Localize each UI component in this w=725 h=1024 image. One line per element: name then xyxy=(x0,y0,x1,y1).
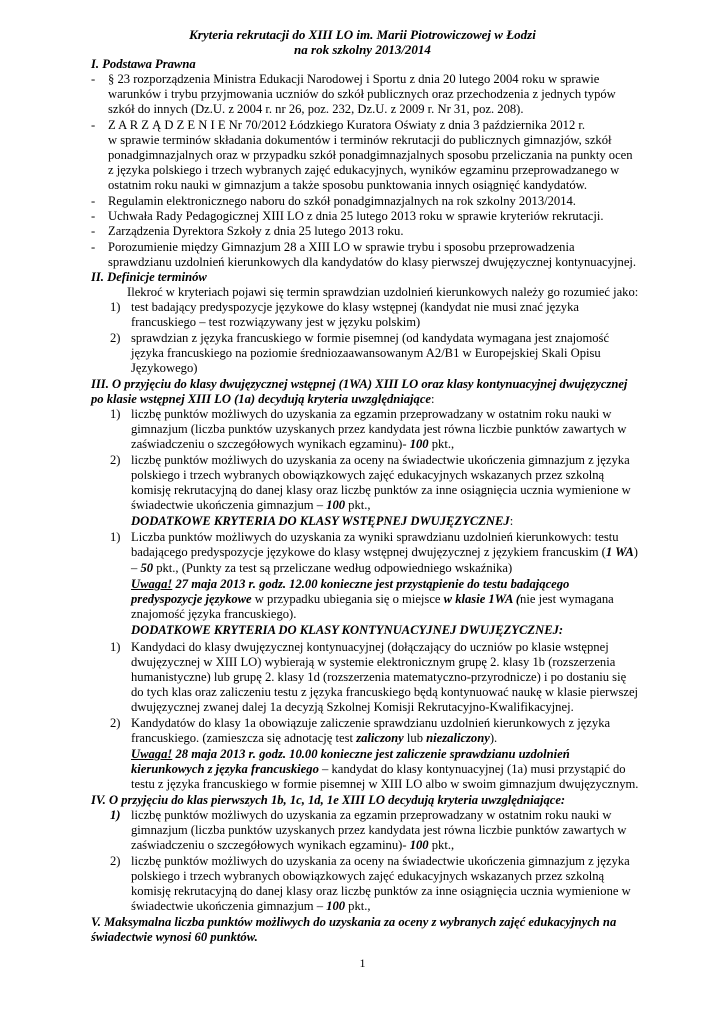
text-line: dwujęzycznej zwanej dalej 1a decyzją Szkolnej Komisji Rekrutacyjno-Kwalifikacyjnej. xyxy=(131,700,574,714)
text-span: w przypadku ubiegania się o miejsce xyxy=(251,592,444,606)
text-line: ponadgimnazjalnych oraz w przypadku szkół ponadgimnazjalnych sposobu przeliczania na punkty ocen xyxy=(108,148,633,162)
document-subtitle: na rok szkolny 2013/2014 xyxy=(294,42,431,57)
text-line: Porozumienie między Gimnazjum 28 a XIII LO w sprawie trybu i sposobu przeprowadzenia xyxy=(108,240,575,254)
text-line: Z A R Z Ą D Z E N I E Nr 70/2012 Łódzkiego Kuratora Oświaty z dnia 3 października 2012 r. xyxy=(108,118,586,132)
list-marker: 2) xyxy=(110,453,121,467)
text-line: z języka polskiego i trzech wybranych zajęć edukacyjnych, wyników egzaminu przeprowadzanego w xyxy=(108,163,620,177)
text-span: ) xyxy=(633,545,638,559)
text-line: Uchwała Rady Pedagogicznej XIII LO z dnia 25 lutego 2013 roku w sprawie kryteriów rekrutacji. xyxy=(108,209,604,223)
text-line: ostatnim roku nauki w gimnazjum a także sposobu punktowania innych osiągnięć kandydatów. xyxy=(108,178,588,192)
text-span: pkt., xyxy=(345,899,371,913)
bullet-marker: - xyxy=(91,72,96,86)
text-line: § 23 rozporządzenia Ministra Edukacji Narodowej i Sportu z dnia 20 lutego 2004 roku w sprawie xyxy=(108,72,600,86)
subsection-heading-wstepna xyxy=(131,514,513,529)
text-line xyxy=(131,561,512,576)
list-marker: 2) xyxy=(110,854,121,868)
text-line: liczbę punktów możliwych do uzyskania za oceny na świadectwie ukończenia gimnazjum z języka xyxy=(131,854,630,868)
bullet-marker: - xyxy=(91,194,96,208)
list-marker: 1) xyxy=(110,640,121,654)
text-line: test badający predyspozycje językowe do klasy wstępnej (kandydat nie musi znać języka xyxy=(131,300,579,314)
text-span: pkt., xyxy=(428,838,455,852)
bullet-marker: - xyxy=(91,224,96,238)
text-line: sprawdzian z języka francuskiego w formie pisemnej (od kandydata wymagana jest znajomość xyxy=(131,331,610,345)
section-4-heading: IV. O przyjęciu do klas pierwszych 1b, 1c, 1d, 1e XIII LO decydują kryteria uwzględniające: xyxy=(91,793,566,807)
text-span: zaświadczeniu o szczegółowych wynikach egzaminu)- xyxy=(131,437,410,451)
text-line: Ilekroć w kryteriach pojawi się termin sprawdzian uzdolnień kierunkowych należy go rozumieć jako: xyxy=(127,285,639,299)
text-span: pkt., (Punkty za test są przeliczane według odpowiedniego wskaźnika) xyxy=(153,561,513,575)
text-span: niezaliczony xyxy=(426,731,490,745)
note-label: Uwaga! xyxy=(131,577,173,591)
text-span: w klasie 1WA ( xyxy=(443,592,521,606)
text-line xyxy=(131,731,497,746)
bullet-marker: - xyxy=(91,209,96,223)
points-value: 100 xyxy=(409,437,429,451)
text-line: szkół do innych (Dz.U. z 2004 r. nr 26, poz. 232, Dz.U. z 2009 r. Nr 31, poz. 208). xyxy=(108,102,524,116)
text-line xyxy=(131,838,454,853)
list-marker: 1) xyxy=(110,530,121,544)
text-line: Kandydatów do klasy 1a obowiązuje zaliczenie sprawdzianu uzdolnień kierunkowych z języka xyxy=(131,716,611,730)
class-code: 1 WA xyxy=(605,545,634,559)
text-span: badającego predyspozycje językowe do klasy wstępnej dwujęzycznej z językiem francuskim ( xyxy=(131,545,606,559)
note-line xyxy=(131,577,569,592)
note-line xyxy=(131,762,626,777)
text-line: znajomość języka francuskiego). xyxy=(131,607,297,621)
text-line: komisję rekrutacyjną do danej klasy oraz liczbę punktów za inne osiągnięcia ucznia wymienione w xyxy=(131,483,631,497)
text-line: Regulamin elektronicznego naboru do szkół ponadgimnazjalnych na rok szkolny 2013/2014. xyxy=(108,194,576,208)
text-line: Kandydaci do klasy dwujęzycznej kontynuacyjnej (dołączający do uczniów po klasie wstępnej xyxy=(131,640,609,654)
text-line: Zarządzenia Dyrektora Szkoły z dnia 25 lutego 2013 roku. xyxy=(108,224,404,238)
text-span: – kandydat do klasy kontynuacyjnej (1a) musi przystąpić do xyxy=(318,762,626,776)
text-line xyxy=(131,545,638,560)
text-span: pkt., xyxy=(428,437,455,451)
text-span: zaświadczeniu o szczegółowych wynikach egzaminu)- xyxy=(131,838,410,852)
text-span: 28 maja 2013 r. godz. 10.00 konieczne jest zaliczenie sprawdzianu uzdolnień xyxy=(172,747,570,761)
subsection-heading-kontynuacyjna: DODATKOWE KRYTERIA DO KLASY KONTYNUACYJNEJ DWUJĘZYCZNEJ: xyxy=(131,623,564,637)
list-marker: 1) xyxy=(110,808,121,822)
points-value: 100 xyxy=(326,498,346,512)
text-line: gimnazjum (liczba punktów uzyskanych przez kandydata jest równa liczbie punktów zawartych w xyxy=(131,823,627,837)
text-span: 27 maja 2013 r. godz. 12.00 konieczne jest przystąpienie do testu badającego xyxy=(172,577,570,591)
text-line: Liczba punktów możliwych do uzyskania za wyniki sprawdzianu uzdolnień kierunkowych: testu xyxy=(131,530,619,544)
text-line: dwujęzycznej w XIII LO) wybierają w systemie elektronicznym grupę 2. klasy 1b (rozszerzenia xyxy=(131,655,616,669)
text-span: nie jest wymagana xyxy=(520,592,614,606)
text-span: świadectwie ukończenia gimnazjum – xyxy=(131,899,327,913)
note-line xyxy=(131,592,614,607)
text-span: ). xyxy=(489,731,498,745)
text-line: warunków i trybu przyjmowania uczniów do szkół publicznych oraz przechodzenia z jednych typów xyxy=(108,87,616,101)
text-span: świadectwie ukończenia gimnazjum – xyxy=(131,498,327,512)
text-line: francuskiego – test rozwiązywany jest w języku polskim) xyxy=(131,315,421,329)
section-1-heading: I. Podstawa Prawna xyxy=(91,57,196,71)
text-line: polskiego i trzech wybranych obowiązkowych zajęć edukacyjnych wskazanych przez szkolną xyxy=(131,869,605,883)
bullet-marker: - xyxy=(91,118,96,132)
text-line: polskiego i trzech wybranych obowiązkowych zajęć edukacyjnych wskazanych przez szkolną xyxy=(131,468,605,482)
text-span: – xyxy=(131,561,141,575)
bullet-marker: - xyxy=(91,240,96,254)
points-value: 100 xyxy=(326,899,346,913)
points-value: 100 xyxy=(409,838,429,852)
text-line: sprawdzianu uzdolnień kierunkowych dla kandydatów do klasy pierwszej dwujęzycznej kontynuacyjnej. xyxy=(108,255,637,269)
points-value: 50 xyxy=(140,561,154,575)
text-line: liczbę punktów możliwych do uzyskania za egzamin przeprowadzany w ostatnim roku nauki w xyxy=(131,808,612,822)
note-line xyxy=(131,747,570,762)
text-line: w sprawie terminów składania dokumentów i terminów rekrutacji do publicznych gimnazjów, szkół xyxy=(108,133,612,147)
document-title: Kryteria rekrutacji do XIII LO im. Marii Piotrowiczowej w Łodzi xyxy=(189,27,536,42)
text-line: Językowego) xyxy=(131,361,198,375)
section-3-heading-cont xyxy=(91,392,435,407)
note-label: Uwaga! xyxy=(131,747,173,761)
section-3-heading: III. O przyjęciu do klasy dwujęzycznej wstępnej (1WA) XIII LO oraz klasy kontynuacyjnej dwujęzycznej xyxy=(91,377,628,391)
text-line: języka francuskiego na poziomie średniozaawansowanym A2/B1 w Europejskiej Skali Opisu xyxy=(131,346,601,360)
text-line: liczbę punktów możliwych do uzyskania za egzamin przeprowadzany w ostatnim roku nauki w xyxy=(131,407,612,421)
text-span: pkt., xyxy=(345,498,371,512)
heading-colon: : xyxy=(431,392,435,406)
list-marker: 2) xyxy=(110,331,121,345)
heading-colon: : xyxy=(509,514,514,528)
list-marker: 1) xyxy=(110,300,121,314)
section-5-heading: V. Maksymalna liczba punktów możliwych do uzyskania za oceny z wybranych zajęć edukacyjnych na xyxy=(91,915,617,929)
text-line: do tych klas oraz zaliczeniu testu z języka francuskiego będą kontynuować naukę w klasie pierwszej xyxy=(131,685,639,699)
list-marker: 1) xyxy=(110,407,121,421)
text-span: kierunkowych z języka francuskiego xyxy=(131,762,319,776)
text-span: lub xyxy=(403,731,427,745)
text-line: testu z języka francuskiego w formie pisemnej w XIII LO albo w swoim gimnazjum dwujęzycznym. xyxy=(131,777,639,791)
text-span: predyspozycje językowe xyxy=(131,592,252,606)
list-marker: 2) xyxy=(110,716,121,730)
text-line: gimnazjum (liczba punktów uzyskanych przez kandydata jest równa liczbie punktów zawartych w xyxy=(131,422,627,436)
text-line xyxy=(131,899,371,914)
text-line xyxy=(131,498,371,513)
section-2-heading: II. Definicje terminów xyxy=(91,270,207,284)
text-line: komisję rekrutacyjną do danej klasy oraz liczbę punktów za inne osiągnięcia ucznia wymienione w xyxy=(131,884,631,898)
text-line: liczbę punktów możliwych do uzyskania za oceny na świadectwie ukończenia gimnazjum z języka xyxy=(131,453,630,467)
heading-text: DODATKOWE KRYTERIA DO KLASY WSTĘPNEJ DWUJĘZYCZNEJ xyxy=(131,514,510,528)
text-line xyxy=(131,437,454,452)
text-line: humanistyczne) lub grupę 2. klasy 1d (rozszerzenia matematyczno-przyrodnicze) i po dostaniu się xyxy=(131,670,627,684)
section-5-heading-cont: świadectwie wynosi 60 punktów. xyxy=(91,930,258,944)
heading-text: po klasie wstępnej XIII LO (1a) decydują kryteria uwzględniające xyxy=(91,392,432,406)
text-span: zaliczony xyxy=(356,731,404,745)
page-number: 1 xyxy=(359,956,366,970)
text-span: francuskiego. (zamieszcza się adnotację test xyxy=(131,731,357,745)
